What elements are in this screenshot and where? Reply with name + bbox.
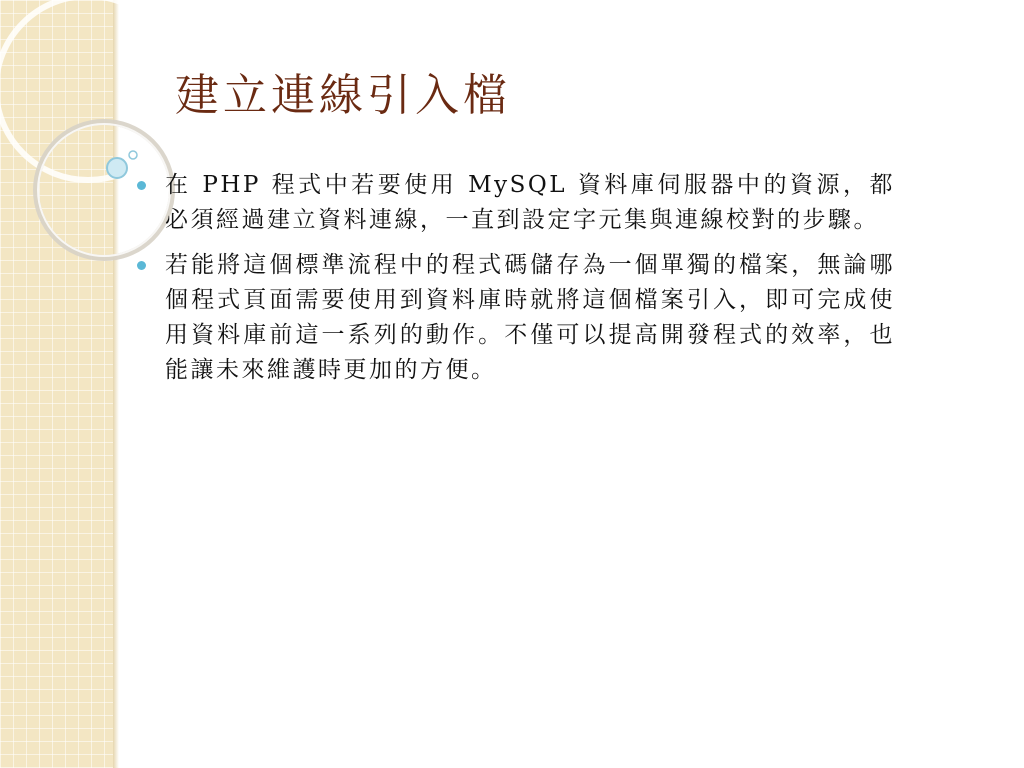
- decorative-grid-band: [0, 0, 113, 768]
- bullet-text: 在 PHP 程式中若要使用 MySQL 資料庫伺服器中的資源，都必須經過建立資料連線，一直到設定字元集與連線校對的步驟。: [165, 172, 895, 233]
- bullet-dot-icon: [137, 261, 146, 270]
- bullet-text: 若能將這個標準流程中的程式碼儲存為一個單獨的檔案，無論哪個程式頁面需要使用到資料庫時就將這個檔案引入，即可完成使用資料庫前這一系列的動作。不僅可以提高開發程式的效率，也能讓未來維護時更加的方便。: [165, 252, 895, 383]
- slide-title: 建立連線引入檔: [175, 70, 511, 121]
- small-bubble-dot: [129, 151, 137, 159]
- bullet-item: [135, 168, 895, 238]
- bullet-dot-icon: [137, 181, 146, 190]
- bullet-list: [135, 168, 895, 398]
- bullet-item: [135, 248, 895, 388]
- decorative-band-edge: [113, 0, 119, 768]
